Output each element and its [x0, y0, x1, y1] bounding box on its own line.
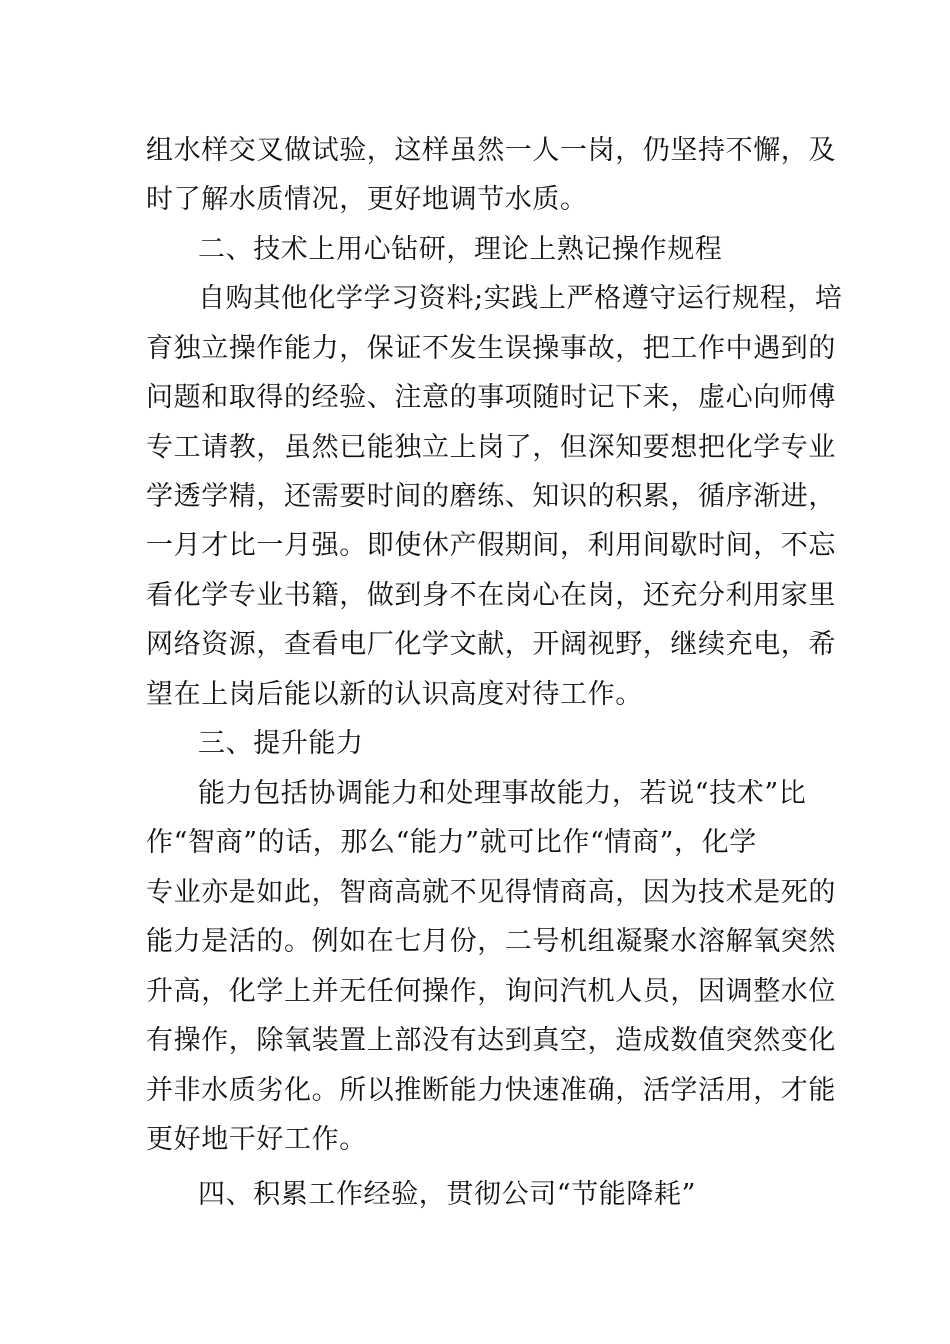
text-line: 更好地干好工作。 [146, 1124, 367, 1155]
text-line: 专业亦是如此，智商高就不见得情商高，因为技术是死的 [146, 877, 836, 908]
text-line: 并非水质劣化。所以推断能力快速准确，活学活用，才能 [146, 1075, 836, 1106]
text-line: 作“智商”的话，那么“能力”就可比作“情商”，化学 [146, 827, 757, 858]
text-line: 望在上岗后能以新的认识高度对待工作。 [146, 679, 643, 710]
text-line: 网络资源，查看电厂化学文献，开阔视野，继续充电，希 [146, 629, 836, 660]
text-line: 专工请教，虽然已能独立上岗了，但深知要想把化学专业 [146, 432, 836, 463]
text-line: 学透学精，还需要时间的磨练、知识的积累，循序渐进， [146, 481, 836, 512]
text-line: 有操作，除氧装置上部没有达到真空，造成数值突然变化 [146, 1025, 836, 1056]
section-heading-2: 二、技术上用心钻研，理论上熟记操作规程 [198, 234, 723, 265]
text-line: 升高，化学上并无任何操作，询问汽机人员，因调整水位 [146, 976, 836, 1007]
text-line: 一月才比一月强。即使休产假期间，利用间歇时间，不忘 [146, 530, 836, 561]
section-heading-3: 三、提升能力 [198, 728, 364, 759]
text-line: 看化学专业书籍，做到身不在岗心在岗，还充分利用家里 [146, 580, 836, 611]
text-line: 自购其他化学学习资料;实践上严格遵守运行规程，培 [198, 283, 843, 314]
text-line: 能力是活的。例如在七月份，二号机组凝聚水溶解氧突然 [146, 926, 836, 957]
text-line: 组水样交叉做试验，这样虽然一人一岗，仍坚持不懈，及 [146, 135, 836, 166]
text-line: 问题和取得的经验、注意的事项随时记下来，虚心向师傅 [146, 382, 836, 413]
text-line: 能力包括协调能力和处理事故能力，若说“技术”比 [198, 778, 807, 809]
text-line: 育独立操作能力，保证不发生误操事故，把工作中遇到的 [146, 333, 836, 364]
text-line: 时了解水质情况，更好地调节水质。 [146, 184, 588, 215]
section-heading-4: 四、积累工作经验，贯彻公司“节能降耗” [198, 1179, 697, 1210]
